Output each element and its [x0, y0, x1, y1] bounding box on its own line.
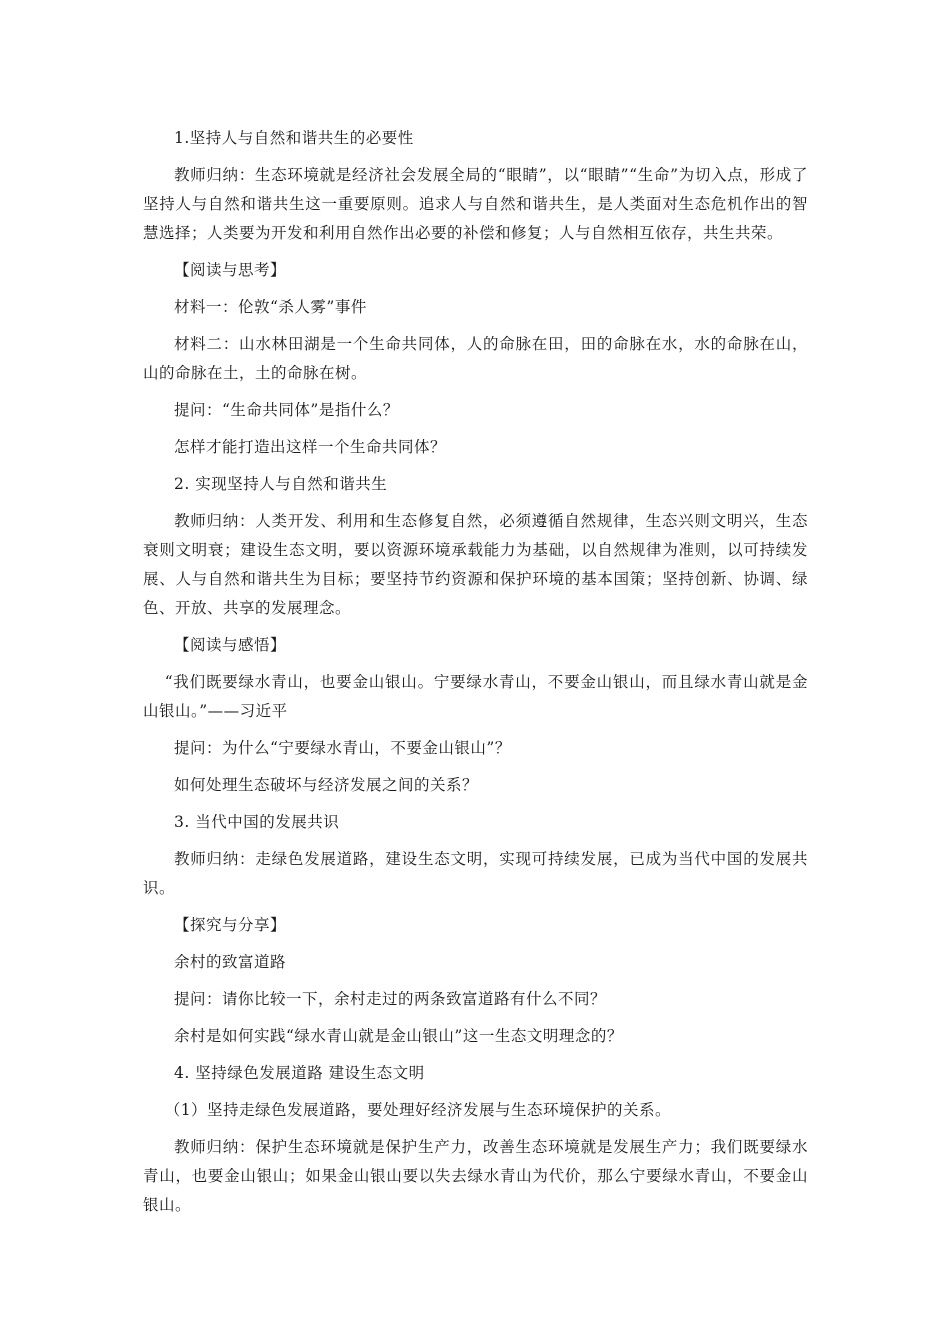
subsection-1: （1）坚持走绿色发展道路，要处理好经济发展与生态环境保护的关系。: [164, 1101, 672, 1119]
teacher-summary-1: 教师归纳：生态环境就是经济社会发展全局的“眼睛”，以“眼睛”“生命”为切入点，形成了坚持人与自然和谐共生这一重要原则。追求人与自然和谐共生，是人类面对生态危机作出的智慧选择；人类要为开发和利用自然作出必要的补偿和修复；人与自然相互依存，共生共荣。: [143, 166, 808, 242]
section-heading-2: 2. 实现坚持人与自然和谐共生: [174, 475, 388, 493]
activity-heading-read-think: 【阅读与思考】: [174, 261, 287, 279]
teacher-summary-4: 教师归纳：保护生态环境就是保护生产力，改善生态环境就是发展生产力；我们既要绿水青山，也要金山银山；如果金山银山要以失去绿水青山为代价，那么宁要绿水青山，不要金山银山。: [143, 1138, 808, 1214]
material-two: 材料二：山水林田湖是一个生命共同体，人的命脉在田，田的命脉在水，水的命脉在山，山的命脉在土，土的命脉在树。: [143, 335, 808, 382]
question-3: 提问：为什么“宁要绿水青山，不要金山银山”？: [174, 739, 511, 757]
teacher-summary-3: 教师归纳：走绿色发展道路，建设生态文明，实现可持续发展，已成为当代中国的发展共识。: [143, 850, 808, 897]
section-heading-3: 3. 当代中国的发展共识: [174, 813, 340, 831]
document-body: [143, 124, 808, 1228]
question-5: 提问：请你比较一下，余村走过的两条致富道路有什么不同？: [174, 990, 607, 1008]
activity-heading-explore-share: 【探究与分享】: [174, 916, 287, 934]
section-heading-1: 1.坚持人与自然和谐共生的必要性: [174, 129, 414, 147]
question-1: 提问：“生命共同体”是指什么？: [174, 401, 399, 419]
material-one: 材料一：伦敦“杀人雾”事件: [174, 298, 367, 316]
question-2: 怎样才能打造出这样一个生命共同体？: [174, 438, 447, 456]
question-4: 如何处理生态破坏与经济发展之间的关系？: [174, 776, 479, 794]
question-6: 余村是如何实践“绿水青山就是金山银山”这一生态文明理念的？: [174, 1027, 623, 1045]
teacher-summary-2: 教师归纳：人类开发、利用和生态修复自然，必须遵循自然规律，生态兴则文明兴，生态衰则文明衰；建设生态文明，要以资源环境承载能力为基础，以自然规律为准则，以可持续发展、人与自然和谐共生为目标；要坚持节约资源和保护环境的基本国策；坚持创新、协调、绿色、开放、共享的发展理念。: [143, 512, 808, 617]
case-title: 余村的致富道路: [174, 953, 287, 971]
quote: “我们既要绿水青山，也要金山银山。宁要绿水青山，不要金山银山，而且绿水青山就是金山银山。”——习近平: [143, 673, 808, 720]
section-heading-4: 4. 坚持绿色发展道路 建设生态文明: [174, 1064, 425, 1082]
activity-heading-read-feel: 【阅读与感悟】: [174, 636, 287, 654]
